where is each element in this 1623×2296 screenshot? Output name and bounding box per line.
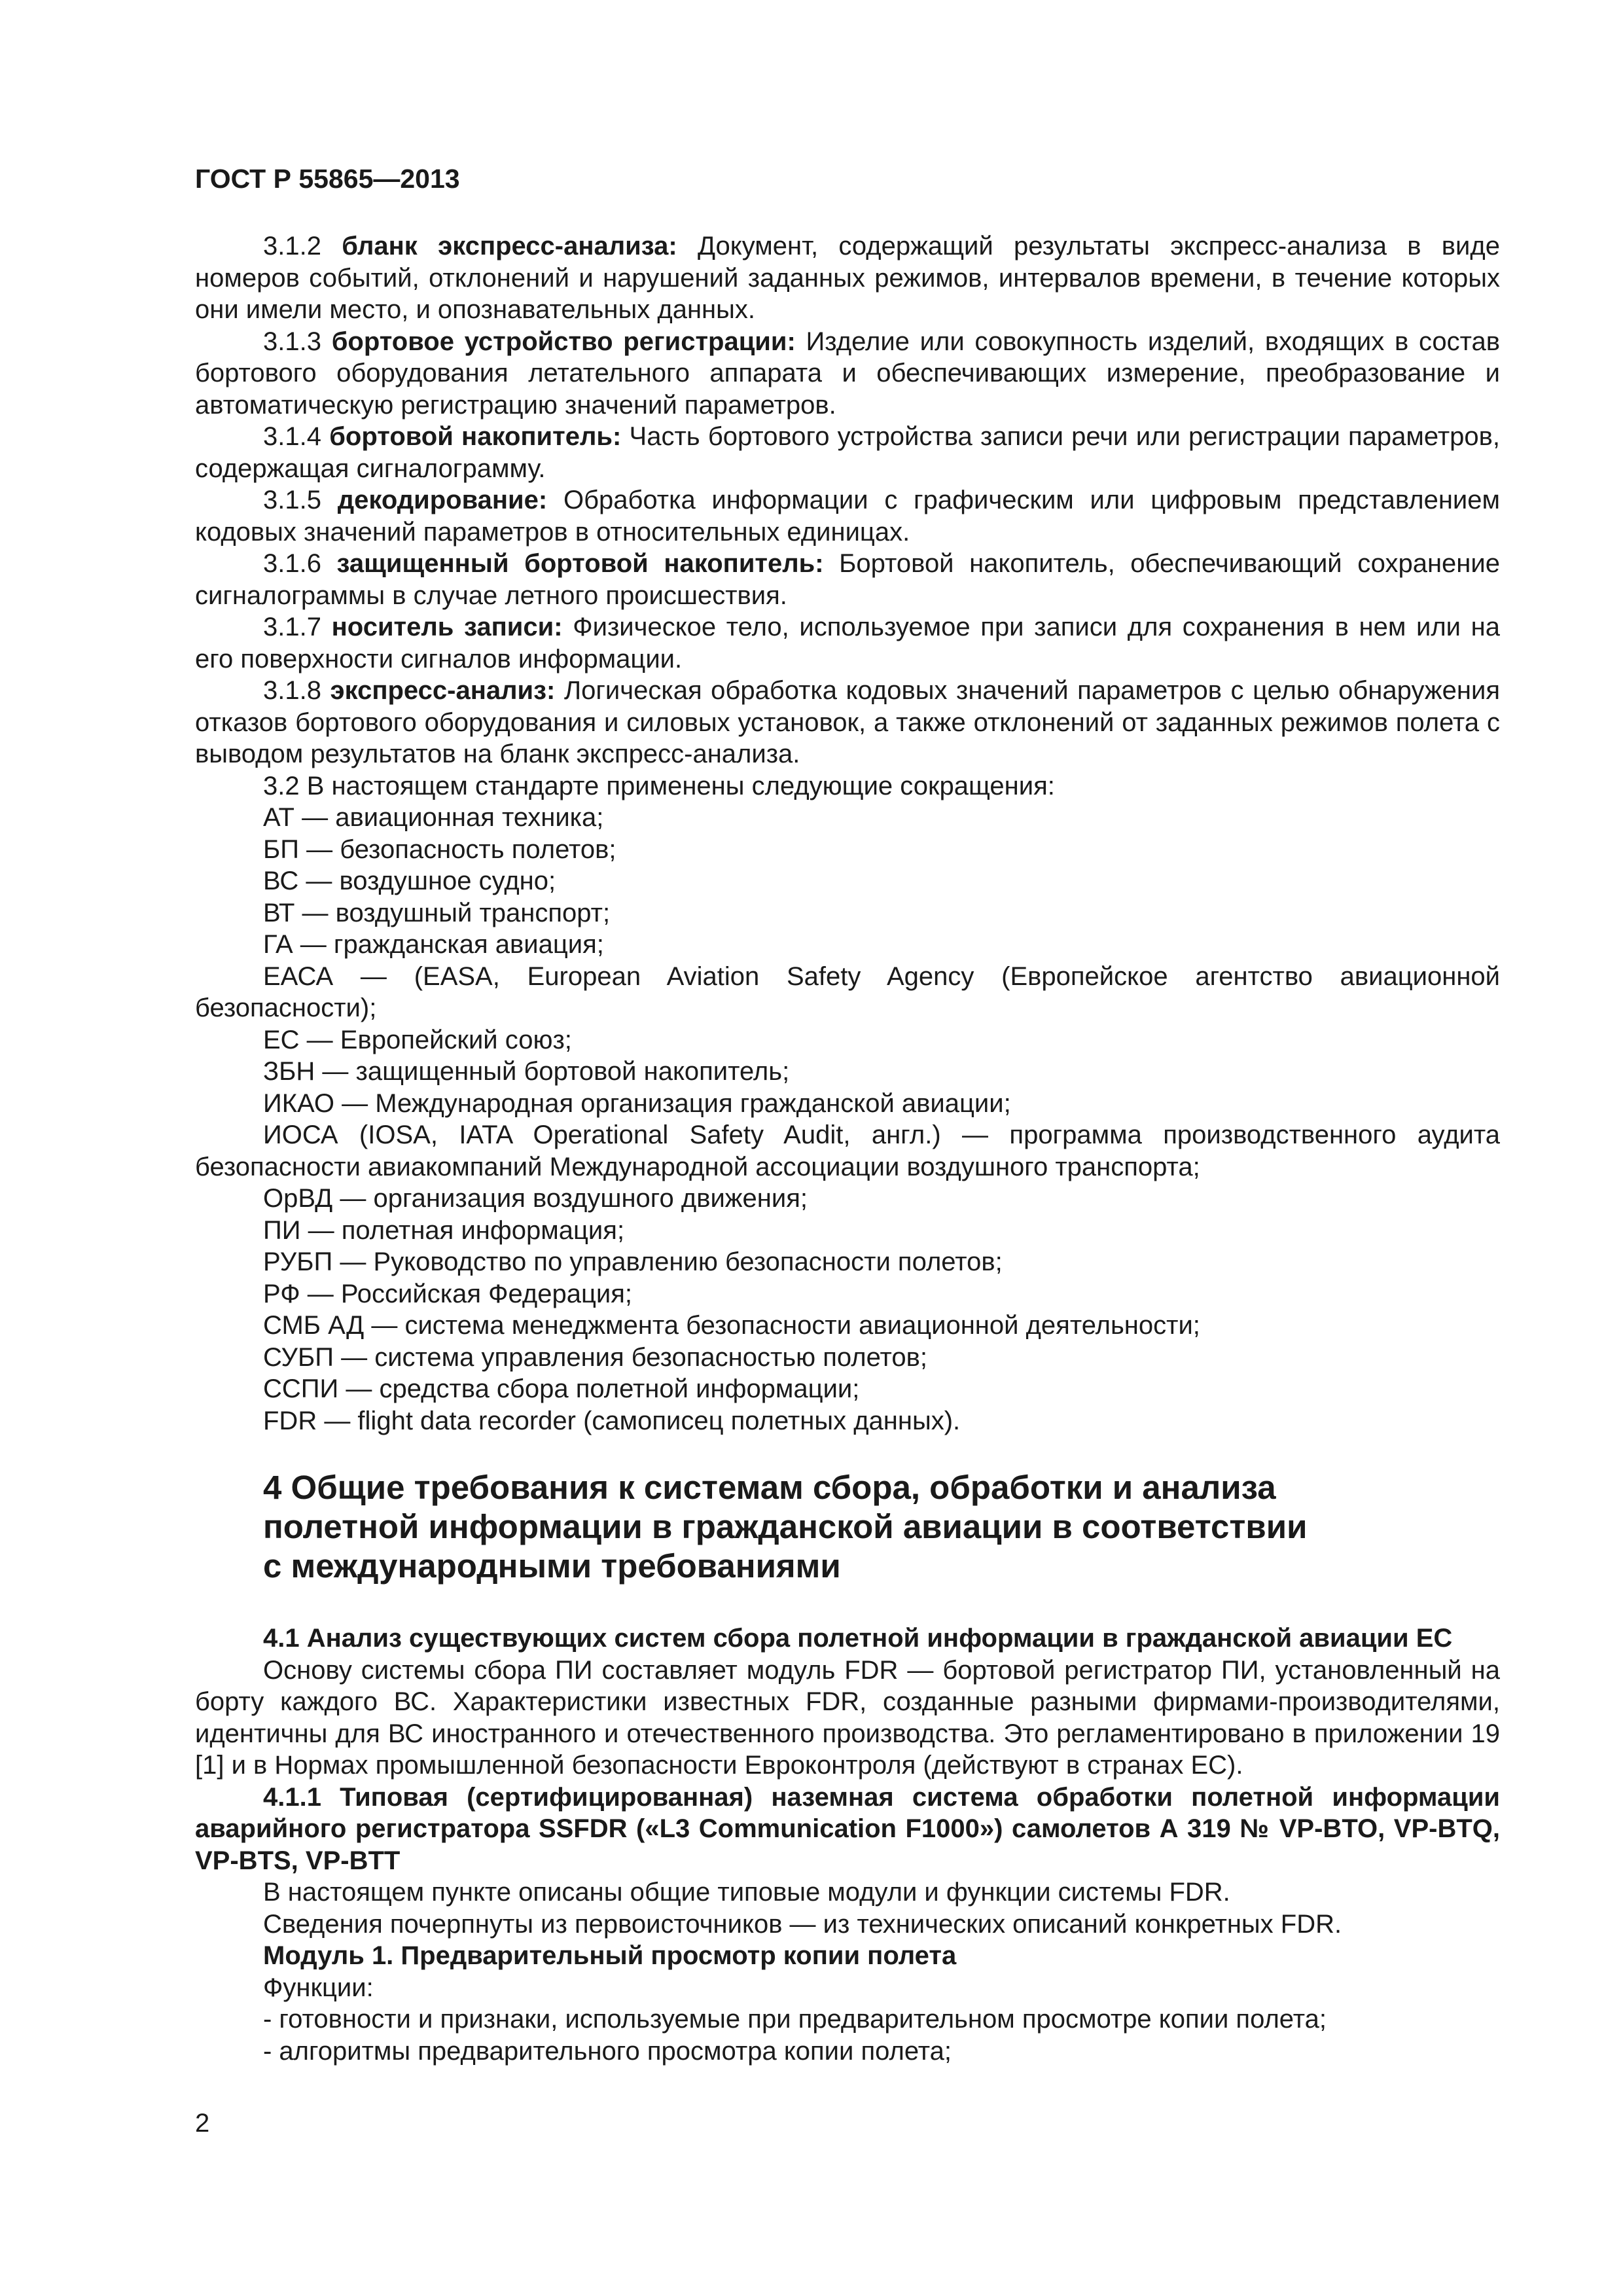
definition-3-1-5 xyxy=(195,484,1500,548)
definition-text: Логическая обработка кодовых значений параметров с целью обнаружения отказов бортового оборудования и силовых установок, а также отклонений от заданных режимов полета с выводом результатов на бланк экспресс-анализа. xyxy=(195,676,1500,768)
section-4-heading-line: с международными требованиями xyxy=(263,1547,841,1585)
section-4-1-1-heading: 4.1.1 Типовая (сертифицированная) наземная система обработки полетной информации аварийного регистратора SSFDR («L3 Communication F1000») самолетов А 319 № VP-BTO, VP-BTQ, VP-BTS, VP-BTT xyxy=(195,1782,1500,1875)
abbreviation-item: БП — безопасность полетов; xyxy=(263,834,616,864)
definition-number: 3.1.5 xyxy=(263,486,321,514)
definition-term: защищенный бортовой накопитель: xyxy=(336,549,824,578)
document-header: ГОСТ Р 55865—2013 xyxy=(195,164,460,194)
definition-3-1-2 xyxy=(195,230,1500,326)
definition-3-1-4 xyxy=(195,421,1500,484)
page-number: 2 xyxy=(195,2109,210,2138)
function-item: - алгоритмы предварительного просмотра копии полета; xyxy=(263,2036,952,2066)
definition-term: бланк экспресс-анализа: xyxy=(342,232,677,260)
abbreviation-item: СМБ АД — система менеджмента безопасности авиационной деятельности; xyxy=(263,1311,1200,1340)
abbreviation-item: ЕС — Европейский союз; xyxy=(263,1025,572,1054)
definition-text: Документ, содержащий результаты экспресс-анализа в виде номеров событий, отклонений и нарушений заданных режимов, интервалов времени, в течение которых они имели место, и опознавательных данных. xyxy=(195,232,1500,324)
section-4-1-paragraph: Основу системы сбора ПИ составляет модуль FDR — бортовой регистратор ПИ, установленный на борту каждого ВС. Характеристики известных FDR, созданные разными фирмами-производителями, идентичны для ВС иностранного и отечественного производства. Это регламентировано в приложении 19 [1] и в Нормах промышленной безопасности Евроконтроля (действуют в странах ЕС). xyxy=(195,1655,1500,1780)
definition-text: Часть бортового устройства записи речи или регистрации параметров, содержащая сигналограмму. xyxy=(195,422,1501,483)
definition-term: декодирование: xyxy=(337,486,548,514)
abbreviation-item: ССПИ — средства сбора полетной информации; xyxy=(263,1374,860,1403)
section-4-heading-line: 4 Общие требования к системам сбора, обработки и анализа xyxy=(263,1469,1276,1506)
abbreviation-item: ЗБН — защищенный бортовой накопитель; xyxy=(263,1057,790,1086)
definition-number: 3.1.3 xyxy=(263,327,321,356)
definition-text: Обработка информации с графическим или цифровым представлением кодовых значений параметров в относительных единицах. xyxy=(195,486,1500,547)
document-body xyxy=(195,230,1500,2067)
definition-number: 3.1.4 xyxy=(263,422,321,451)
section-4-1-heading: 4.1 Анализ существующих систем сбора полетной информации в гражданской авиации ЕС xyxy=(263,1624,1453,1653)
section-4-1-1-paragraph: Сведения почерпнуты из первоисточников — из технических описаний конкретных FDR. xyxy=(263,1909,1342,1939)
definition-term: носитель записи: xyxy=(331,613,563,641)
definition-3-1-7 xyxy=(195,611,1500,675)
abbreviation-item: ВС — воздушное судно; xyxy=(263,867,556,895)
definition-3-1-8 xyxy=(195,675,1500,770)
abbreviation-item: ВТ — воздушный транспорт; xyxy=(263,898,611,927)
abbreviation-item: ОрВД — организация воздушного движения; xyxy=(263,1184,808,1213)
definition-text: Изделие или совокупность изделий, входящих в состав бортового оборудования летательного аппарата и обеспечивающих измерение, преобразование и автоматическую регистрацию значений параметров. xyxy=(195,327,1501,420)
abbreviation-item: ИОСА (IOSA, IATA Operational Safety Audit, англ.) — программа производственного аудита безопасности авиакомпаний Международной ассоциации воздушного транспорта; xyxy=(195,1121,1500,1181)
definition-number: 3.1.2 xyxy=(263,232,321,260)
definition-3-1-3 xyxy=(195,326,1500,422)
section-4-heading-line: полетной информации в гражданской авиации в соответствии xyxy=(263,1508,1308,1545)
abbreviation-item: FDR — flight data recorder (самописец полетных данных). xyxy=(263,1406,961,1435)
definition-text: Бортовой накопитель, обеспечивающий сохранение сигналограммы в случае летного происшествия. xyxy=(195,549,1500,610)
abbreviation-item: РФ — Российская Федерация; xyxy=(263,1279,633,1308)
abbreviation-item: РУБП — Руководство по управлению безопасности полетов; xyxy=(263,1247,1003,1276)
section-4-heading xyxy=(263,1468,1500,1586)
abbreviation-item: АТ — авиационная техника; xyxy=(263,803,604,832)
definition-number: 3.1.8 xyxy=(263,676,321,705)
abbreviation-item: СУБП — система управления безопасностью полетов; xyxy=(263,1342,928,1372)
module-1-heading: Модуль 1. Предварительный просмотр копии полета xyxy=(263,1941,957,1970)
definition-term: бортовой накопитель: xyxy=(329,422,622,451)
definition-term: бортовое устройство регистрации: xyxy=(331,327,796,356)
abbreviation-item: ПИ — полетная информация; xyxy=(263,1215,625,1245)
section-4-1-1-paragraph: В настоящем пункте описаны общие типовые модули и функции системы FDR. xyxy=(263,1878,1230,1907)
abbreviations-intro: 3.2 В настоящем стандарте применены следующие сокращения: xyxy=(263,771,1055,800)
definition-term: экспресс-анализ: xyxy=(330,676,556,705)
definition-number: 3.1.7 xyxy=(263,613,321,641)
definition-number: 3.1.6 xyxy=(263,549,321,578)
abbreviation-item: ИКАО — Международная организация гражданской авиации; xyxy=(263,1088,1011,1118)
functions-label: Функции: xyxy=(263,1973,374,2002)
definition-text: Физическое тело, используемое при записи для сохранения в нем или на его поверхности сигналов информации. xyxy=(195,613,1500,673)
abbreviation-item: ЕАСА — (EASA, European Aviation Safety Agency (Европейское агентство авиационной безопасности); xyxy=(195,961,1500,1022)
definition-3-1-6 xyxy=(195,548,1500,611)
function-item: - готовности и признаки, используемые при предварительном просмотре копии полета; xyxy=(263,2005,1327,2034)
abbreviation-item: ГА — гражданская авиация; xyxy=(263,930,604,959)
